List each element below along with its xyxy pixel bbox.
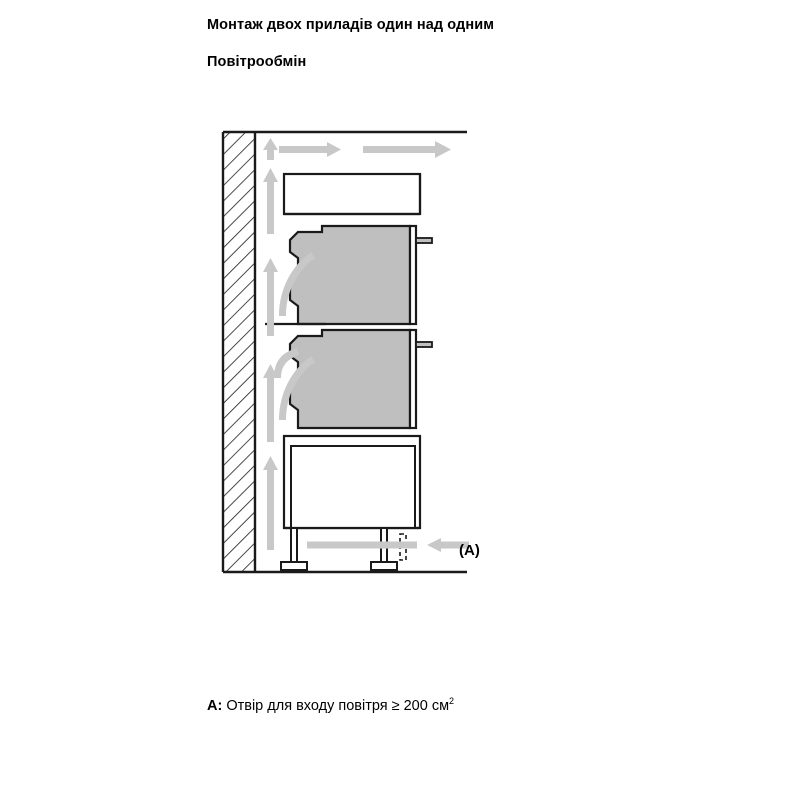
riser-arrow-bottom bbox=[263, 456, 278, 550]
lower-appliance bbox=[290, 330, 432, 428]
outlet-arrow-top-right bbox=[363, 141, 451, 158]
page-title: Монтаж двох приладів один над одним bbox=[207, 17, 495, 33]
section-subtitle: Повітрообмін bbox=[207, 54, 307, 70]
riser-arrow-top-cabinet bbox=[263, 168, 278, 234]
caption-prefix: A: bbox=[207, 697, 223, 714]
caption-text: Отвір для входу повітря ≥ 200 см bbox=[222, 697, 450, 714]
plinth-feet bbox=[281, 528, 420, 570]
figure-caption bbox=[207, 696, 454, 714]
outlet-arrow-top-left bbox=[263, 138, 341, 160]
bottom-drawer-compartment bbox=[284, 436, 420, 528]
inlet-run-bottom bbox=[307, 542, 417, 549]
installation-diagram bbox=[195, 120, 595, 590]
callout-label-a: (A) bbox=[459, 542, 480, 559]
wall-hatched bbox=[223, 132, 255, 572]
caption-superscript: 2 bbox=[449, 696, 455, 706]
top-cabinet-compartment bbox=[284, 174, 420, 214]
